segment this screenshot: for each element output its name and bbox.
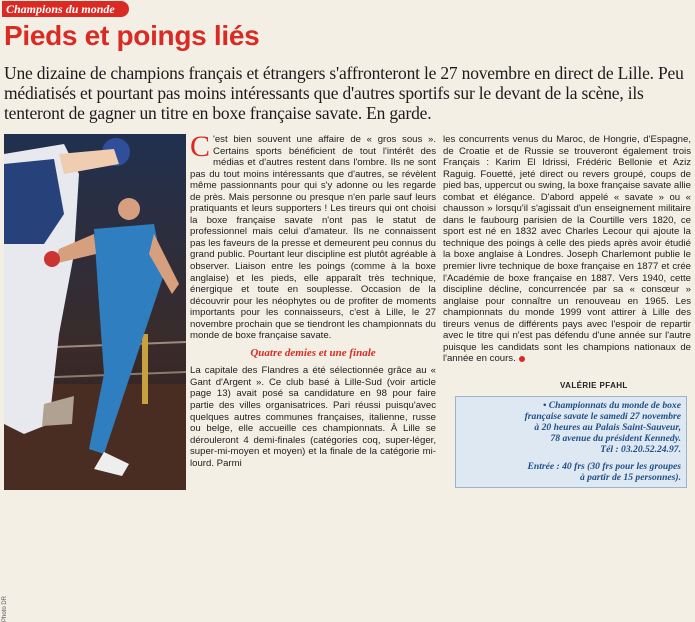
end-mark-icon (519, 356, 525, 362)
info-line: française savate le samedi 27 novembre (524, 411, 681, 422)
intro-text: 'est bien souvent une affaire de « gros sous ». Certains sports bénéficient de tout l'intérêt des médias et d'autres restent dans l'ombre. Ils ne sont pas du tout moins intéressants que d'autres, se révèlent même passionnants pour qui s'y adonne ou les regarde de près. Mais personne ou presque n'en parle sauf leurs pratiquants et leurs supporters ! Les tireurs qui ont choisi la boxe française savate n'ont pas le statut de professionnel mais celui d'amateur. Ils ne connaissent pas les faveurs de la presse et demeurent peu connus du grand public. Pourtant leur discipline est plutôt agréable à observer. Liaison entre les poings (comme à la boxe anglaise) et les pieds, elle apparaît très technique, énergique et toute en souplesse. Occasion de la découvrir pour les néophytes ou de profiter de moments importants pour les connaisseurs, c'est à Lille, le 27 novembre prochain que se tiendront les championnats du monde de boxe française savate. (190, 134, 436, 342)
section-subhead: Quatre demies et une finale (250, 346, 376, 359)
author-byline: VALÉRIE PFAHL (560, 381, 628, 390)
article-title: Pieds et poings liés (4, 20, 260, 51)
info-line: à 20 heures au Palais Saint-Sauveur, (534, 422, 681, 433)
history-text: les concurrents venus du Maroc, de Hongrie, d'Espagne, de Croatie et de Russie se trouveront également trois Français : Karim El Idrissi, Frédéric Bellonie et Aziz Raguig. Fouetté, jeté direct ou revers groupé, coups de pied bas, uppercut ou swing, la boxe française savate allie combat et élégance. D'abord appelé « savate » ou « chausson » lorsqu'il s'agissait d'un enseignement militaire dans le faubourg parisien de la Courtille vers 1820, ce sport est né en 1832 avec Charles Lecour qui ajoute la technique des poings à celle des pieds après avoir étudié la boxe anglaise à Londres. Joseph Charlemont publie le premier livre technique de boxe française en 1877 et crée l'Académie de boxe française en 1887. Vers 1940, cette discipline décline, concurrencée par sa « consœur » anglaise pour connaître un renouveau en 1965. Les championnats du monde 1999 vont attirer à Lille des tireurs venus de différents pays avec l'espoir de repartir avec le titre qui n'est pas défendu d'une année sur l'autre puisque les candidats sont les champions nationaux de l'année en cours. (443, 134, 691, 365)
info-price: Entrée : 40 frs (30 frs pour les groupes (527, 461, 681, 472)
article-standfirst: Une dizaine de champions français et étrangers s'affronteront le 27 novembre en direct de Lille. Peu médiatisés et pourtant pas moins intéressants que d'autres sportifs sur le devant de la scène, ils tenteront de gagner un titre en boxe française savate. En garde. (4, 63, 684, 123)
info-line: • Championnats du monde de boxe (543, 400, 681, 411)
info-line: 78 avenue du président Kennedy. (550, 433, 681, 444)
info-phone: Tél : 03.20.52.24.97. (600, 444, 681, 455)
column-2 (190, 130, 436, 469)
history-paragraph (443, 134, 691, 365)
info-price: à partir de 15 personnes). (579, 472, 681, 483)
column-3 (443, 134, 691, 365)
boxing-photo (2, 134, 186, 622)
photo-credit: Photo DR (2, 595, 8, 622)
lille-paragraph: La capitale des Flandres a été sélectionnée grâce au « Gant d'Argent ». Ce club basé à Lille-Sud (voir article page 13) avait posé sa candidature en 98 pour faire partie des villes organisatrices. Pari réussi puisqu'avec quelques autres communes françaises, italienne, russe ou belge, elle accueille ces championnats. À Lille se dérouleront 4 demi-finales (catégories coq, super-léger, super-mi-moyen et moyen) et la finale de la catégorie mi-lourd. Parmi (190, 365, 436, 469)
section-rubric: Champions du monde (2, 1, 129, 17)
event-info-box (455, 396, 687, 488)
boxers-illustration-icon (4, 134, 186, 490)
intro-paragraph (190, 130, 436, 342)
drop-cap: C (190, 130, 211, 163)
